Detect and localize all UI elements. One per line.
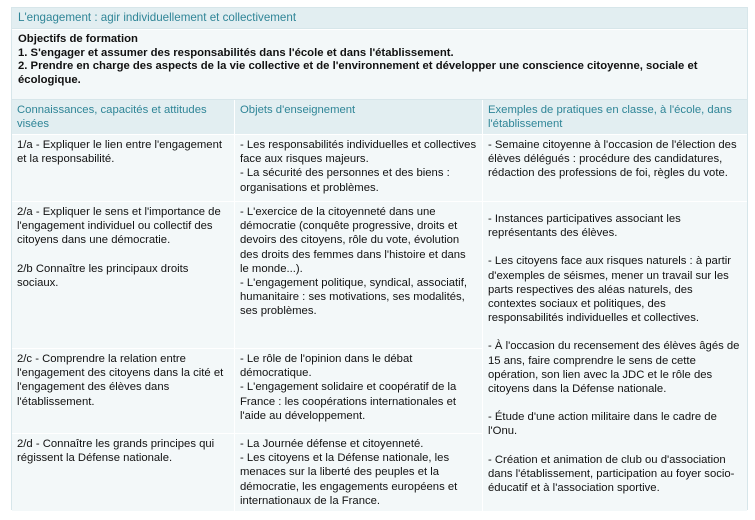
objets-cell-4 [235,434,482,511]
exemple-instances: - Instances participatives associant les représentants des élèves. [488,213,681,240]
column-header-connaissances: Connaissances, capacités et attitudes visées [12,100,234,134]
connaissance-1a: 1/a - Expliquer le lien entre l'engagement et la responsabilité. [17,139,222,166]
objectifs-heading: Objectifs de formation [18,33,138,45]
objets-cell-3 [235,349,482,433]
objet-engagement-politique: - L'engagement politique, syndical, associatif, humanitaire : ses motivations, ses modalités, ses problèmes. [240,277,467,318]
programme-table [11,7,748,510]
column-divider [234,100,235,511]
objets-cell-1 [235,135,482,201]
exemple-recensement: - À l'occasion du recensement des élèves âgés de 15 ans, faire comprendre le sens de cette opération, son lien avec la JDC et le rôle des citoyens dans la Défense nationale. [488,340,740,396]
row-divider [12,348,482,349]
objet-defense-nationale: - Les citoyens et la Défense nationale, les menaces sur la liberté des peuples et la démocratie, les engagements européens et internationaux de la France. [240,452,458,507]
table-title-bar [12,8,747,29]
column-header-objets: Objets d'enseignement [235,100,482,134]
exemples-cell-2 [483,202,747,511]
row-divider [12,134,747,135]
row-divider [12,201,747,202]
column-divider [482,100,483,511]
objet-engagement-solidaire: - L'engagement solidaire et coopératif de la France : les coopérations internationales et l'aide au développement. [240,381,457,422]
exemple-semaine-citoyenne: - Semaine citoyenne à l'occasion de l'élection des élèves délégués : procédure des candidatures, rédaction des professions de foi, règles du vote. [488,139,737,180]
objet-citoyennete: - L'exercice de la citoyenneté dans une démocratie (conquête progressive, droits et devoirs des citoyens, rôle du vote, évolution des droits des femmes dans l'histoire et dans le monde...). [240,206,466,275]
connaissance-2b: 2/b Connaître les principaux droits sociaux. [17,262,189,289]
connaissance-cell-2d [12,434,234,511]
objets-cell-2 [235,202,482,348]
connaissance-2d: 2/d - Connaître les grands principes qui régissent la Défense nationale. [17,438,215,465]
objet-risques-majeurs: - Les responsabilités individuelles et collectives face aux risques majeurs. [240,139,477,166]
table-title: L'engagement : agir individuellement et collectivement [18,11,297,24]
objet-securite: - La sécurité des personnes et des biens : organisations et problèmes. [240,167,450,194]
connaissance-2a: 2/a - Expliquer le sens et l'importance de l'engagement individuel ou collectif des citoyens dans une démocratie. [17,206,221,247]
connaissance-cell-2c [12,349,234,433]
exemple-onu: - Étude d'une action militaire dans le cadre de l'Onu. [488,411,717,438]
exemple-club: - Création et animation de club ou d'association dans l'établissement, participation au foyer socio-éducatif et à l'association sportive. [488,453,735,495]
connaissance-cell-1a [12,135,234,201]
row-divider [12,433,482,434]
connaissance-2c: 2/c - Comprendre la relation entre l'engagement des citoyens dans la cité et l'engagement des élèves dans l'établissement. [17,353,224,408]
objet-opinion: - Le rôle de l'opinion dans le débat démocratique. [240,353,413,380]
connaissance-cell-2a-2b [12,202,234,348]
objet-jdc: - La Journée défense et citoyenneté. [240,438,424,450]
objectif-item-1: 1. S'engager et assumer des responsabilités dans l'école et dans l'établissement. [18,46,454,59]
column-header-exemples: Exemples de pratiques en classe, à l'école, dans l'établissement [483,100,747,134]
exemple-risques-naturels: - Les citoyens face aux risques naturels : à partir d'exemples de séismes, mener un travail sur les parts respectives des aléas naturels, des contextes sociaux et politiques, des responsabilités individuelles et collectives. [488,255,731,325]
exemples-cell-1 [483,135,747,201]
objectif-item-2: 2. Prendre en charge des aspects de la vie collective et de l'environnement et développer une conscience citoyenne, sociale et écologique. [18,60,698,86]
objectifs-section [12,30,747,100]
